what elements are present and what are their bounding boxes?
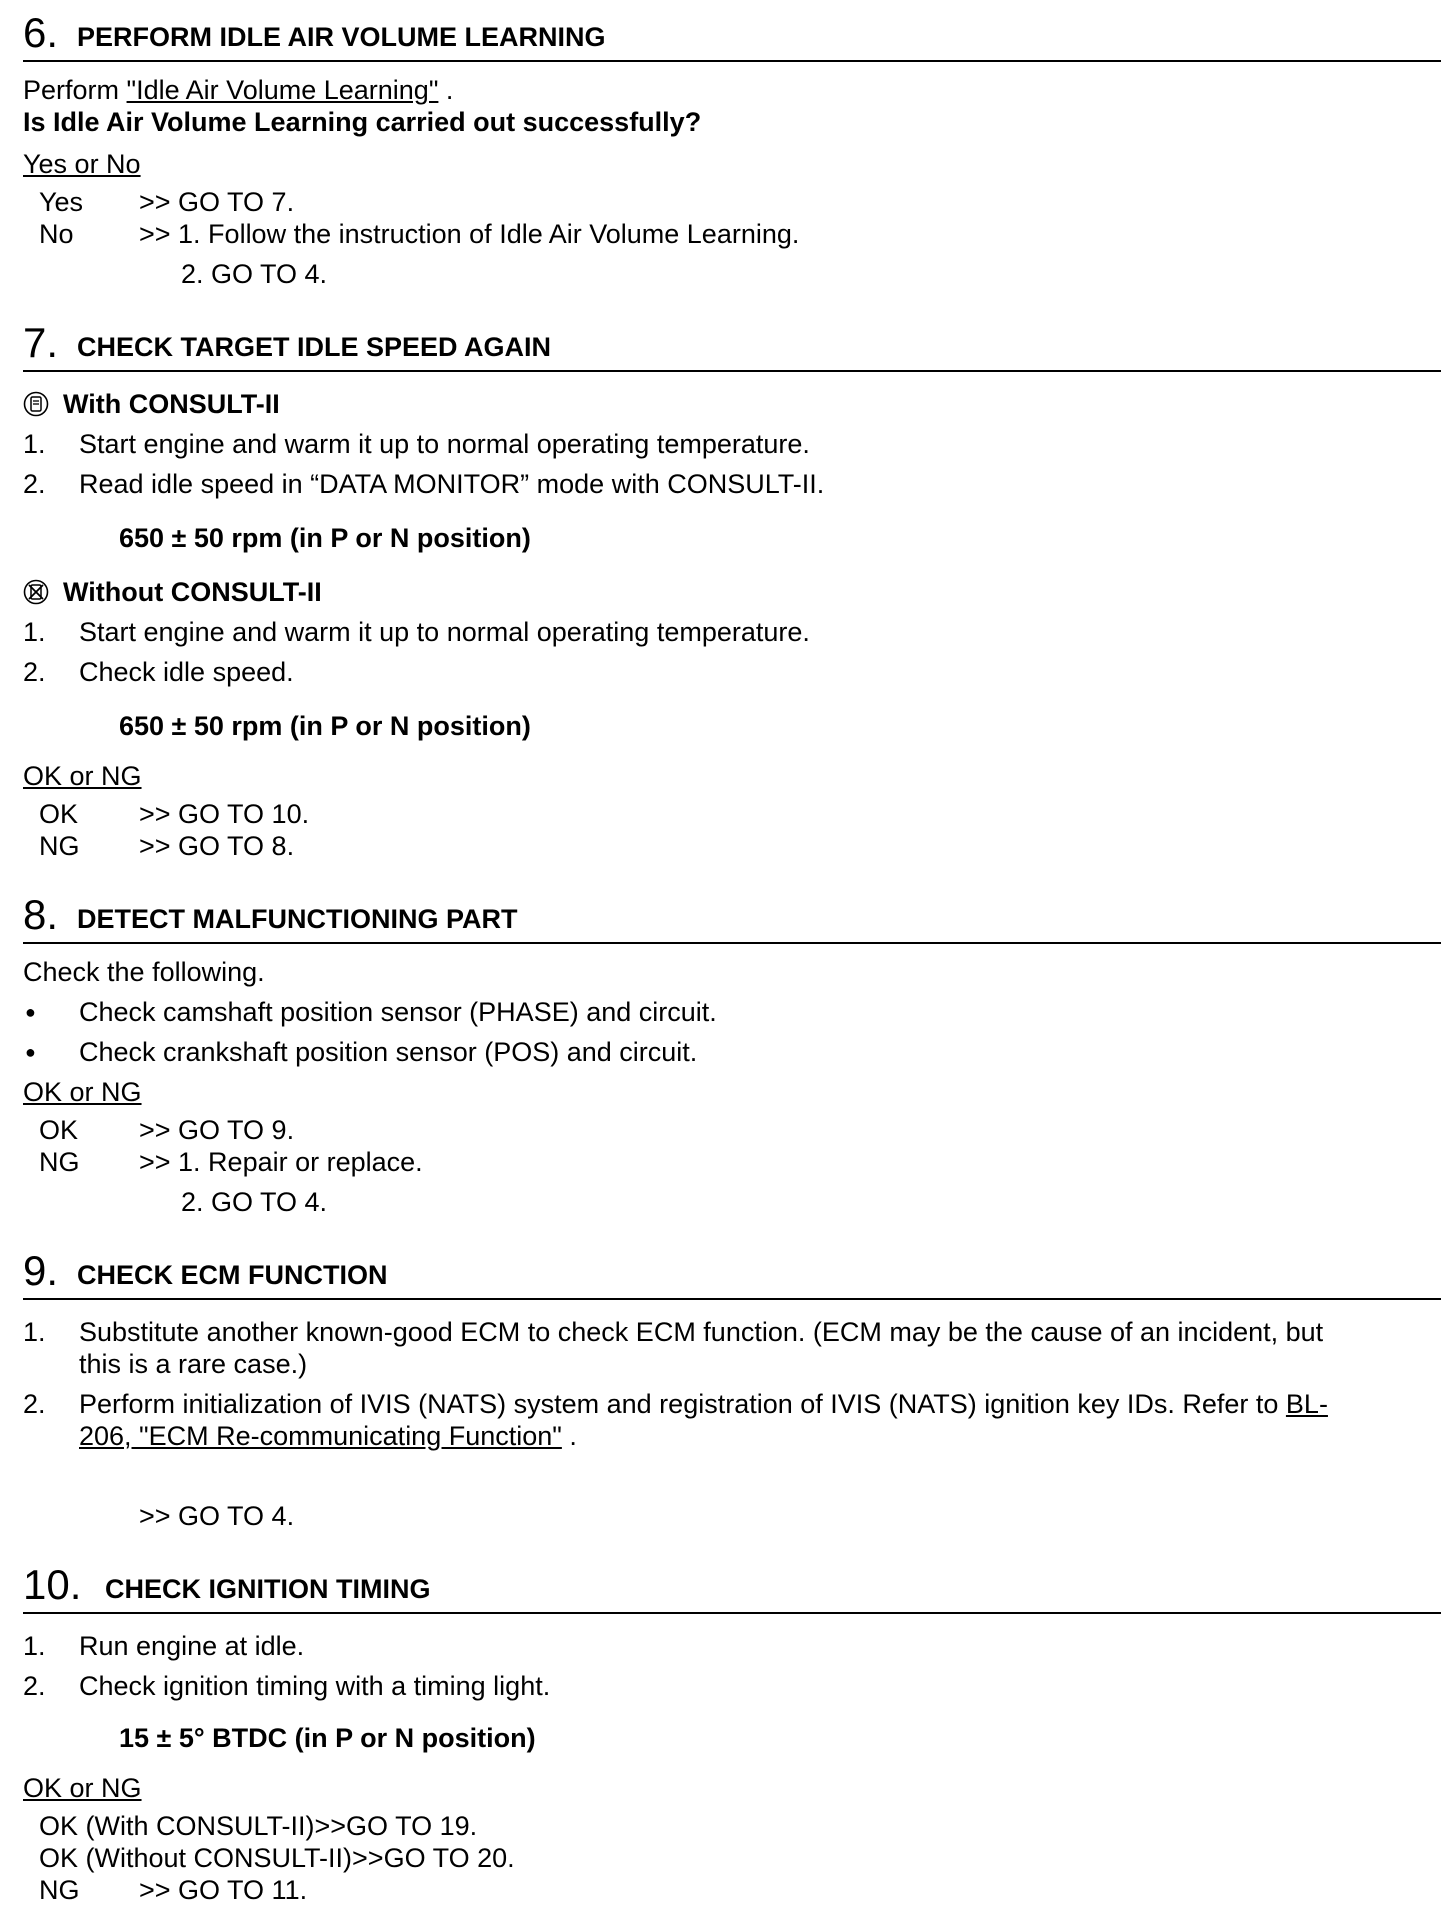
s7-ng-action: >> GO TO 8. <box>139 831 295 861</box>
no-consult-icon <box>23 579 49 605</box>
s8-choice-label: OK or NG <box>23 1077 142 1107</box>
s6-idle-air-link[interactable]: "Idle Air Volume Learning" <box>126 75 439 105</box>
s8-intro: Check the following. <box>23 957 265 987</box>
s9-step-1-line-2: this is a rare case.) <box>79 1349 308 1379</box>
s7-ok-label: OK <box>39 799 79 829</box>
s7-with-spec: 650 ± 50 rpm (in P or N position) <box>119 523 531 553</box>
s7-without-spec: 650 ± 50 rpm (in P or N position) <box>119 711 531 741</box>
s6-yes-action: >> GO TO 7. <box>139 187 295 217</box>
s6-question: Is Idle Air Volume Learning carried out successfully? <box>23 107 702 137</box>
s6-perform-prefix: Perform <box>23 75 120 105</box>
s8-ng-action-2: 2. GO TO 4. <box>181 1187 328 1217</box>
s10-step-2-number: 2. <box>23 1671 46 1701</box>
s6-yes-label: Yes <box>39 187 84 217</box>
s10-step-2: Check ignition timing with a timing light. <box>79 1671 551 1701</box>
section-10-rule <box>23 1612 1441 1614</box>
s7-ng-label: NG <box>39 831 80 861</box>
section-7-number: 7. <box>23 319 59 366</box>
section-9-rule <box>23 1298 1441 1300</box>
s8-bullet-2: Check crankshaft position sensor (POS) and circuit. <box>79 1037 698 1067</box>
s10-ng-action: >> GO TO 11. <box>139 1875 308 1905</box>
s9-goto: >> GO TO 4. <box>139 1501 295 1531</box>
section-8-rule <box>23 942 1441 944</box>
section-6-heading <box>23 0 1441 62</box>
s10-step-1: Run engine at idle. <box>79 1631 305 1661</box>
s7-choice-label: OK or NG <box>23 761 142 791</box>
s7-with-consult-label: With CONSULT-II <box>63 389 280 419</box>
section-6-rule <box>23 60 1441 62</box>
s7-without-step-2-number: 2. <box>23 657 46 687</box>
s6-no-label: No <box>39 219 74 249</box>
s8-ng-action: >> 1. Repair or replace. <box>139 1147 423 1177</box>
section-7-rule <box>23 370 1441 372</box>
consult-ii-icon <box>23 391 49 417</box>
s8-ng-label: NG <box>39 1147 80 1177</box>
section-7-heading <box>23 310 1441 372</box>
s10-ok-without: OK (Without CONSULT-II)>>GO TO 20. <box>39 1843 515 1873</box>
s7-without-consult-label: Without CONSULT-II <box>63 577 322 607</box>
section-8-number: 8. <box>23 891 59 938</box>
s6-perform-suffix: . <box>445 75 454 105</box>
s7-without-step-1: Start engine and warm it up to normal operating temperature. <box>79 617 810 647</box>
s7-without-step-2: Check idle speed. <box>79 657 294 687</box>
s9-step-2-text: Perform initialization of IVIS (NATS) system and registration of IVIS (NATS) ignition key IDs. Refer to <box>79 1389 1279 1419</box>
section-9-heading <box>23 1238 1441 1300</box>
s9-step-2-line-2 <box>79 1420 577 1452</box>
s10-ng-label: NG <box>39 1875 80 1905</box>
s9-bl-206-link-b[interactable]: 206, "ECM Re-communicating Function" <box>79 1421 562 1451</box>
s9-step-1-number: 1. <box>23 1317 46 1347</box>
section-9-number: 9. <box>23 1247 59 1294</box>
s10-choice-label: OK or NG <box>23 1773 142 1803</box>
section-8-heading <box>23 882 1441 944</box>
s6-choice-label: Yes or No <box>23 149 141 179</box>
s9-step-2-number: 2. <box>23 1389 46 1419</box>
s9-bl-206-link-a[interactable]: BL- <box>1285 1389 1328 1419</box>
s7-ok-action: >> GO TO 10. <box>139 799 310 829</box>
s8-bullet-2-glyph: ● <box>25 1042 36 1062</box>
s10-step-1-number: 1. <box>23 1631 46 1661</box>
s7-with-step-1: Start engine and warm it up to normal operating temperature. <box>79 429 810 459</box>
s10-spec: 15 ± 5° BTDC (in P or N position) <box>119 1723 536 1753</box>
s9-step-1-line-1: Substitute another known-good ECM to check ECM function. (ECM may be the cause of an incident, but <box>79 1317 1324 1347</box>
section-7-title: CHECK TARGET IDLE SPEED AGAIN <box>77 332 552 362</box>
s8-ok-label: OK <box>39 1115 79 1145</box>
s9-step-2-line-1 <box>79 1388 1328 1420</box>
s8-ok-action: >> GO TO 9. <box>139 1115 295 1145</box>
s9-step-2-suffix: . <box>569 1421 577 1451</box>
section-9-title: CHECK ECM FUNCTION <box>77 1260 388 1290</box>
section-10-title: CHECK IGNITION TIMING <box>105 1574 431 1604</box>
s6-perform-line <box>23 74 453 106</box>
s7-with-step-1-number: 1. <box>23 429 46 459</box>
s6-no-action-2: 2. GO TO 4. <box>181 259 328 289</box>
s6-no-action: >> 1. Follow the instruction of Idle Air Volume Learning. <box>139 219 800 249</box>
section-6-number: 6. <box>23 9 59 56</box>
s10-ok-with: OK (With CONSULT-II)>>GO TO 19. <box>39 1811 478 1841</box>
s8-bullet-1-glyph: ● <box>25 1002 36 1022</box>
section-8-title: DETECT MALFUNCTIONING PART <box>77 904 518 934</box>
s7-without-step-1-number: 1. <box>23 617 46 647</box>
s7-with-step-2: Read idle speed in “DATA MONITOR” mode with CONSULT-II. <box>79 469 825 499</box>
section-6-title: PERFORM IDLE AIR VOLUME LEARNING <box>77 22 606 52</box>
s8-bullet-1: Check camshaft position sensor (PHASE) and circuit. <box>79 997 717 1027</box>
section-10-heading <box>23 1552 1441 1614</box>
s7-with-step-2-number: 2. <box>23 469 46 499</box>
section-10-number: 10. <box>23 1561 82 1608</box>
